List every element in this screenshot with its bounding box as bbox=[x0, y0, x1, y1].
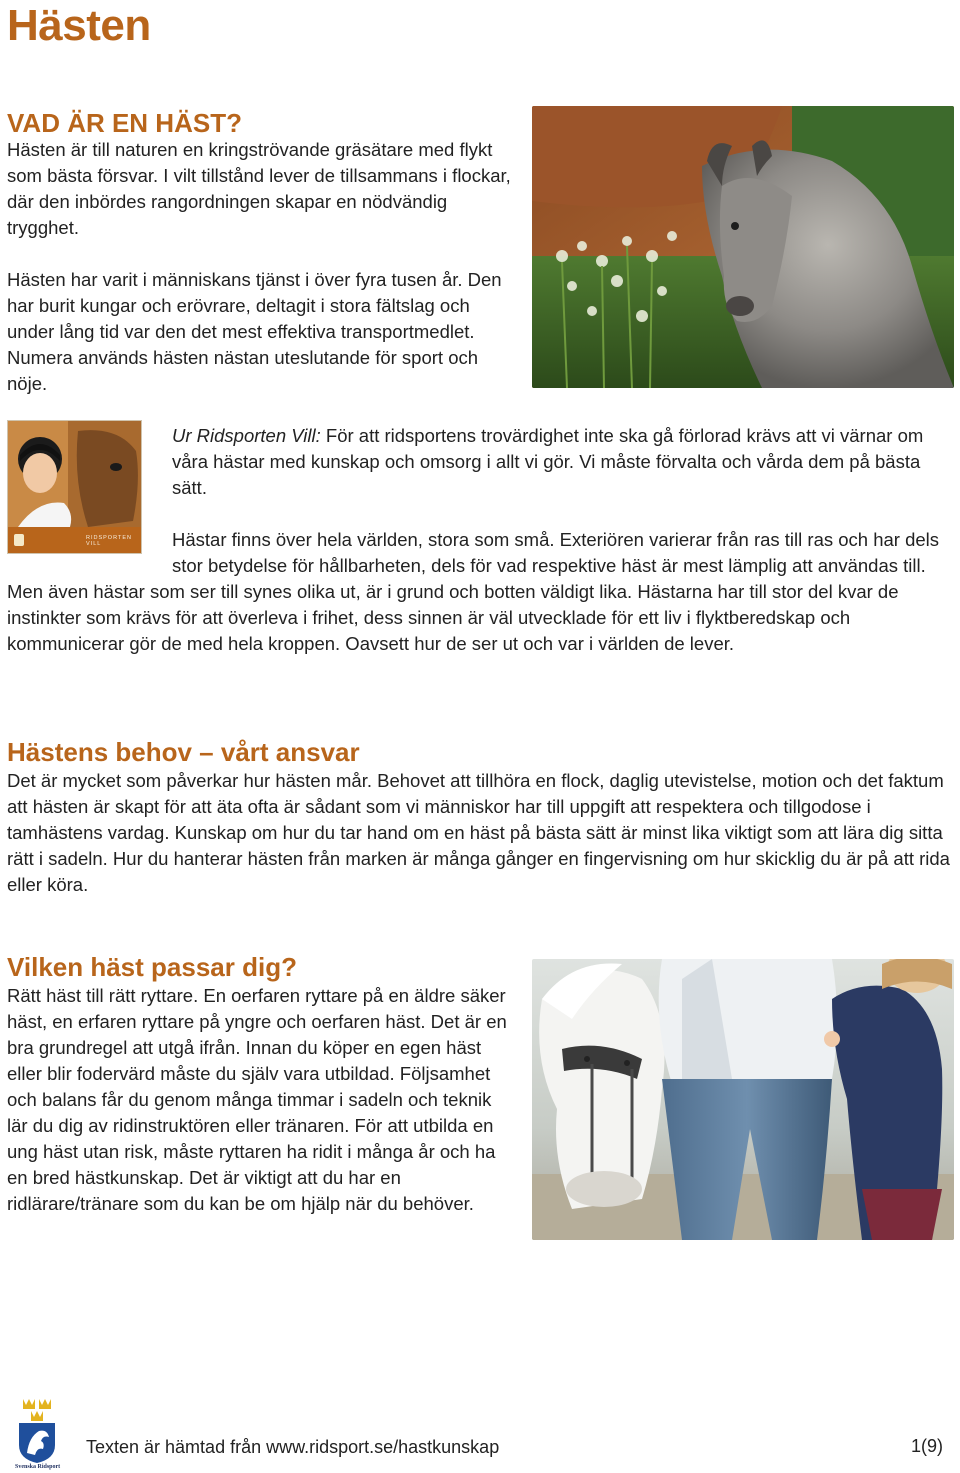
page-title: Hästen bbox=[7, 1, 151, 50]
federation-crest-icon bbox=[15, 1397, 77, 1463]
svenska-ridsport-logo bbox=[15, 1397, 77, 1473]
section1b-text: Hästar finns över hela världen, stora som små. Exteriören varierar från ras till ras och har dels stor betydelse för hållbarheten, dels för vad respektive häst är mest lämplig att användas till. Men även hästar som ser till synes olika ut, är i grund och botten väldigt lika. Hästarna har till stor del kvar de instinkter som krävs för att överleva i frihet, dess sinnen är väl utvecklade för ett liv i flyktberedskap och kommunicerar gör de med hela kroppen. Oavsett hur de ser ut och var i världen de lever. bbox=[7, 529, 940, 654]
footer-source-text: Texten är hämtad från www.ridsport.se/hastkunskap bbox=[86, 1437, 500, 1457]
wrap-spacer bbox=[7, 527, 172, 579]
section-heading-vad-ar-en-hast: VAD ÄR EN HÄST? bbox=[7, 108, 242, 138]
section1-paragraph-2: Hästen har varit i människans tjänst i över fyra tusen år. Den har burit kungar och erövrare, deltagit i stora fältslag och under lång tid var den det mest effektiva transportmedlet. Numera används hästen nästan uteslutande för sport och nöje. bbox=[7, 269, 502, 394]
section1-paragraph-1: Hästen är till naturen en kringströvande gräsätare med flykt som bästa försvar. I vilt tillstånd lever de tillsammans i flockar, där den inbördes rangordningen skapar en nödvändig trygghet. bbox=[7, 139, 511, 238]
ridsporten-vill-quote bbox=[172, 423, 954, 501]
book-cover-photo bbox=[8, 421, 141, 527]
pony-in-meadow-photo bbox=[532, 106, 954, 388]
book-cover-label: RIDSPORTEN VILL bbox=[86, 535, 132, 547]
section1b-body bbox=[7, 527, 954, 657]
section-heading-vilken-hast: Vilken häst passar dig? bbox=[7, 952, 297, 982]
quote-source: Ur Ridsporten Vill: bbox=[172, 425, 321, 446]
section-heading-hastens-behov: Hästens behov – vårt ansvar bbox=[7, 737, 360, 767]
quote-text: För att ridsportens trovärdighet inte ska gå förlorad krävs att vi värnar om våra hästar med kunskap och omsorg i allt vi gör. Vi måste förvalta och vårda dem på bästa sätt. bbox=[172, 425, 924, 498]
section1-body bbox=[7, 137, 512, 423]
logo-text: Svenska Ridsport bbox=[15, 1464, 61, 1470]
section2-body: Det är mycket som påverkar hur hästen mår. Behovet att tillhöra en flock, daglig utevistelse, motion och det faktum att hästen är skapt för att äta ofta är sådant som vi människor har till uppgift att respektera och tillgodose i tamhästens vardag. Kunskap om hur du tar hand om en häst på bästa sätt är minst lika viktigt som att lära dig sitta rätt i sadeln. Hur du hanterar hästen från marken är många gånger en fingervisning om hur skicklig du är på att rida eller köra. bbox=[7, 770, 950, 895]
section3-body: Rätt häst till rätt ryttare. En oerfaren ryttare på en äldre säker häst, en erfaren ryttare på yngre och oerfaren häst. Det är en bra grundregel att utgå ifrån. Innan du köper en egen häst eller blir fodervärd måste du själv vara utbildad. Följsamhet och balans får du genom många timmar i sadeln och teknik lär du dig av ridinstruktören eller tränaren. För att utbilda en ung häst utan risk, måste ryttaren ha ridit i många år och ha en bred hästkunskap. Det är viktigt att du har en ridlärare/tränare som du kan be om hjälp när du behöver. bbox=[7, 985, 507, 1214]
white-pony-with-people-photo bbox=[532, 959, 954, 1240]
page-number: 1(9) bbox=[911, 1436, 944, 1456]
